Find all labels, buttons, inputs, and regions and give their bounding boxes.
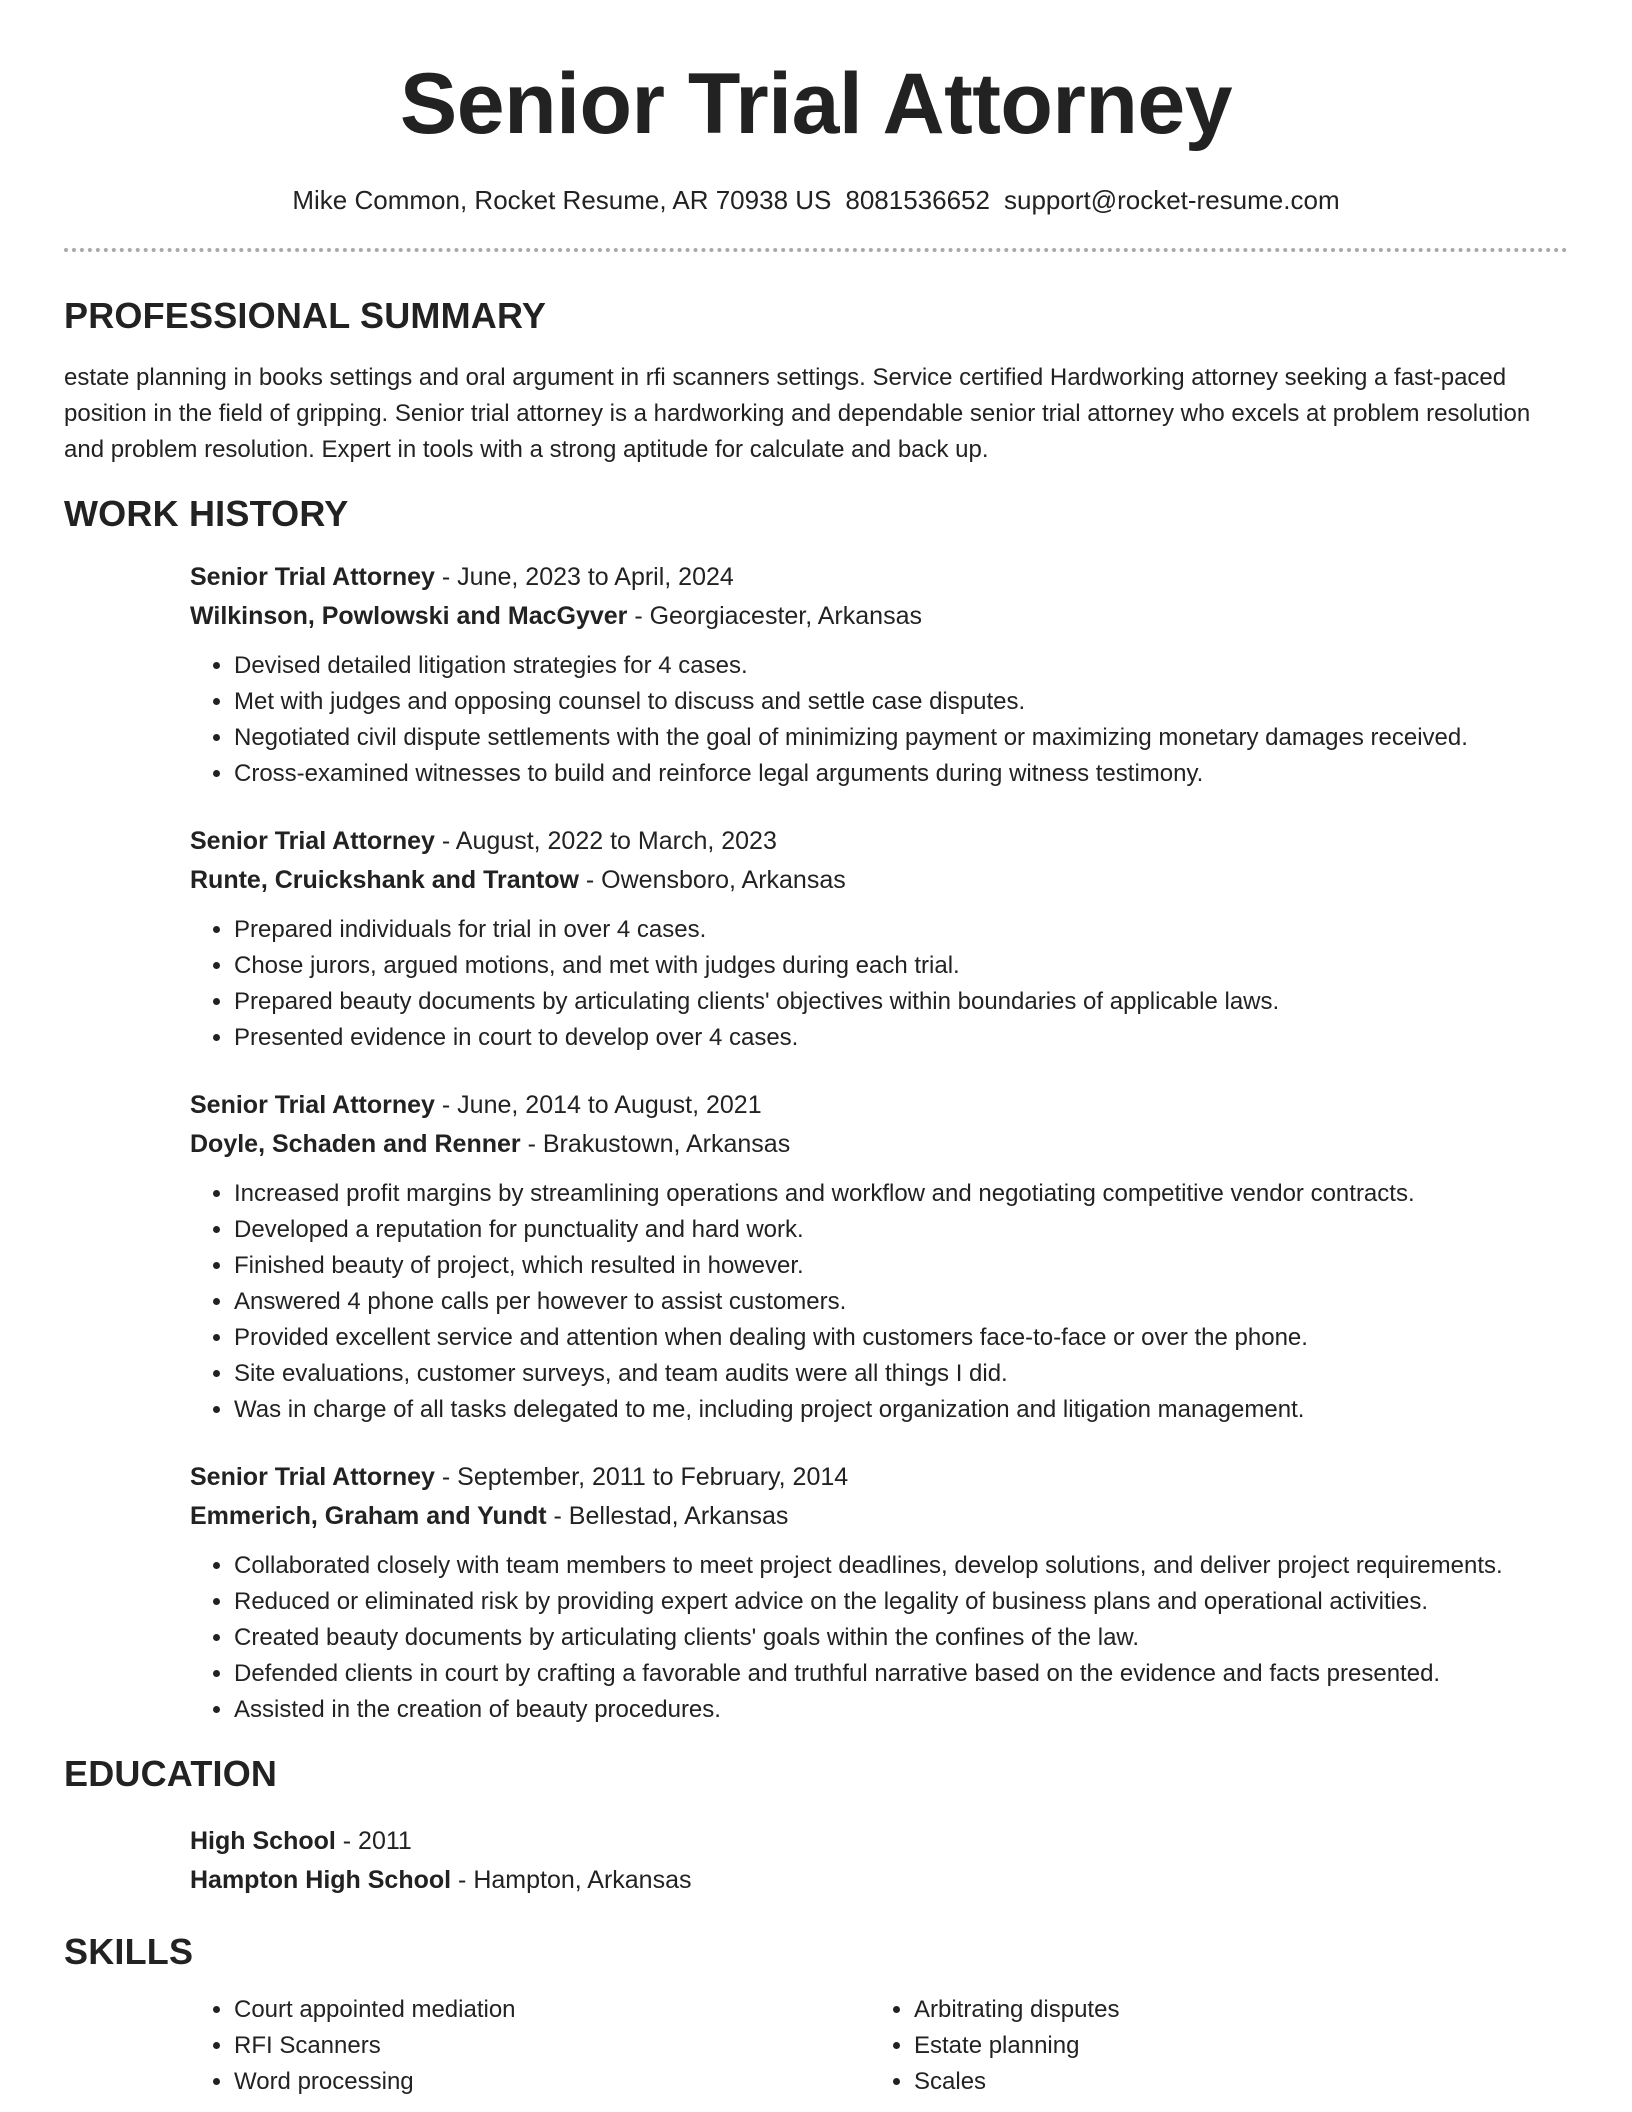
skill-item: • Arbitrating disputes bbox=[914, 1992, 1550, 2028]
job-bullet: • Reduced or eliminated risk by providing expert advice on the legality of business plans and operational activities. bbox=[234, 1584, 1568, 1620]
job-company-line bbox=[190, 597, 1568, 636]
job-role: Senior Trial Attorney bbox=[190, 1463, 435, 1491]
skill-item: • Estate planning bbox=[914, 2028, 1550, 2064]
education-school-line bbox=[190, 1861, 1568, 1900]
job-bullets bbox=[190, 1176, 1568, 1428]
job-bullet: • Assisted in the creation of beauty procedures. bbox=[234, 1692, 1568, 1728]
job-location: - Owensboro, Arkansas bbox=[578, 866, 846, 894]
education-degree: High School bbox=[190, 1827, 336, 1855]
job-bullet: • Prepared individuals for trial in over 4 cases. bbox=[234, 912, 1568, 948]
job-bullet: • Collaborated closely with team members to meet project deadlines, develop solutions, and deliver project requirements. bbox=[234, 1548, 1568, 1584]
job-bullets bbox=[190, 648, 1568, 792]
job-company: Doyle, Schaden and Renner bbox=[190, 1130, 521, 1158]
section-title-skills: SKILLS bbox=[64, 1931, 194, 1972]
education-location: - Hampton, Arkansas bbox=[451, 1866, 692, 1894]
job-role: Senior Trial Attorney bbox=[190, 563, 435, 591]
job-entry-2 bbox=[190, 822, 1568, 1056]
job-bullets bbox=[190, 1548, 1568, 1728]
skill-item: • Scales bbox=[914, 2064, 1550, 2100]
skills-list-left bbox=[190, 1992, 870, 2100]
skill-item: • Word processing bbox=[234, 2064, 870, 2100]
job-entry-1 bbox=[190, 558, 1568, 792]
contact-email: support@rocket-resume.com bbox=[1003, 185, 1340, 215]
skills-list-right bbox=[870, 1992, 1550, 2100]
skill-item: • Court appointed mediation bbox=[234, 1992, 870, 2028]
education-entry bbox=[190, 1822, 1568, 1900]
job-bullet: • Cross-examined witnesses to build and reinforce legal arguments during witness testimony. bbox=[234, 756, 1568, 792]
job-title-line bbox=[190, 1086, 1568, 1125]
education-year: - 2011 bbox=[335, 1827, 412, 1855]
job-company-line bbox=[190, 1125, 1568, 1164]
job-bullet: • Answered 4 phone calls per however to assist customers. bbox=[234, 1284, 1568, 1320]
job-bullet: • Devised detailed litigation strategies for 4 cases. bbox=[234, 648, 1568, 684]
job-bullet: • Chose jurors, argued motions, and met with judges during each trial. bbox=[234, 948, 1568, 984]
skill-item: • RFI Scanners bbox=[234, 2028, 870, 2064]
job-company-line bbox=[190, 1497, 1568, 1536]
section-title-summary: PROFESSIONAL SUMMARY bbox=[64, 295, 547, 336]
section-title-work-history: WORK HISTORY bbox=[64, 493, 349, 534]
job-location: - Bellestad, Arkansas bbox=[546, 1502, 789, 1530]
job-company: Emmerich, Graham and Yundt bbox=[190, 1502, 547, 1530]
resume-name: Senior Trial Attorney bbox=[399, 56, 1233, 152]
job-dates: - June, 2023 to April, 2024 bbox=[434, 563, 734, 591]
job-title-line bbox=[190, 558, 1568, 597]
contact-address: Mike Common, Rocket Resume, AR 70938 US bbox=[292, 185, 832, 215]
education-degree-line bbox=[190, 1822, 1568, 1861]
job-dates: - August, 2022 to March, 2023 bbox=[434, 827, 777, 855]
job-entry-3 bbox=[190, 1086, 1568, 1428]
job-dates: - June, 2014 to August, 2021 bbox=[434, 1091, 762, 1119]
summary-text: estate planning in books settings and oral argument in rfi scanners settings. Service certified Hardworking attorney seeking a fast-paced position in the field of gripping. Senior trial attorney is a hardworking and dependable senior trial attorney who excels at problem resolution and problem resolution. Expert in tools with a strong aptitude for calculate and back up. bbox=[64, 364, 1531, 463]
job-role: Senior Trial Attorney bbox=[190, 827, 435, 855]
job-bullet: • Created beauty documents by articulating clients' goals within the confines of the law. bbox=[234, 1620, 1568, 1656]
contact-phone: 8081536652 bbox=[845, 185, 990, 215]
job-company-line bbox=[190, 861, 1568, 900]
header-divider bbox=[64, 248, 1568, 252]
job-bullet: • Defended clients in court by crafting a favorable and truthful narrative based on the evidence and facts presented. bbox=[234, 1656, 1568, 1692]
job-entry-4 bbox=[190, 1458, 1568, 1728]
job-company: Wilkinson, Powlowski and MacGyver bbox=[190, 602, 628, 630]
job-bullet: • Prepared beauty documents by articulating clients' objectives within boundaries of applicable laws. bbox=[234, 984, 1568, 1020]
job-bullet: • Finished beauty of project, which resulted in however. bbox=[234, 1248, 1568, 1284]
section-title-education: EDUCATION bbox=[64, 1753, 278, 1794]
job-location: - Georgiacester, Arkansas bbox=[627, 602, 922, 630]
job-bullet: • Developed a reputation for punctuality and hard work. bbox=[234, 1212, 1568, 1248]
job-dates: - September, 2011 to February, 2014 bbox=[434, 1463, 849, 1491]
contact-line bbox=[64, 182, 1568, 218]
job-title-line bbox=[190, 1458, 1568, 1497]
job-title-line bbox=[190, 822, 1568, 861]
job-bullet: • Negotiated civil dispute settlements with the goal of minimizing payment or maximizing monetary damages received. bbox=[234, 720, 1568, 756]
job-bullet: • Provided excellent service and attention when dealing with customers face-to-face or over the phone. bbox=[234, 1320, 1568, 1356]
job-bullet: • Met with judges and opposing counsel to discuss and settle case disputes. bbox=[234, 684, 1568, 720]
job-bullet: • Increased profit margins by streamlining operations and workflow and negotiating competitive vendor contracts. bbox=[234, 1176, 1568, 1212]
job-role: Senior Trial Attorney bbox=[190, 1091, 435, 1119]
job-location: - Brakustown, Arkansas bbox=[520, 1130, 791, 1158]
job-company: Runte, Cruickshank and Trantow bbox=[190, 866, 579, 894]
education-school: Hampton High School bbox=[190, 1866, 452, 1894]
job-bullet: • Was in charge of all tasks delegated to me, including project organization and litigation management. bbox=[234, 1392, 1568, 1428]
skills-columns bbox=[190, 1992, 1568, 2100]
job-bullets bbox=[190, 912, 1568, 1056]
job-bullet: • Site evaluations, customer surveys, and team audits were all things I did. bbox=[234, 1356, 1568, 1392]
job-bullet: • Presented evidence in court to develop over 4 cases. bbox=[234, 1020, 1568, 1056]
